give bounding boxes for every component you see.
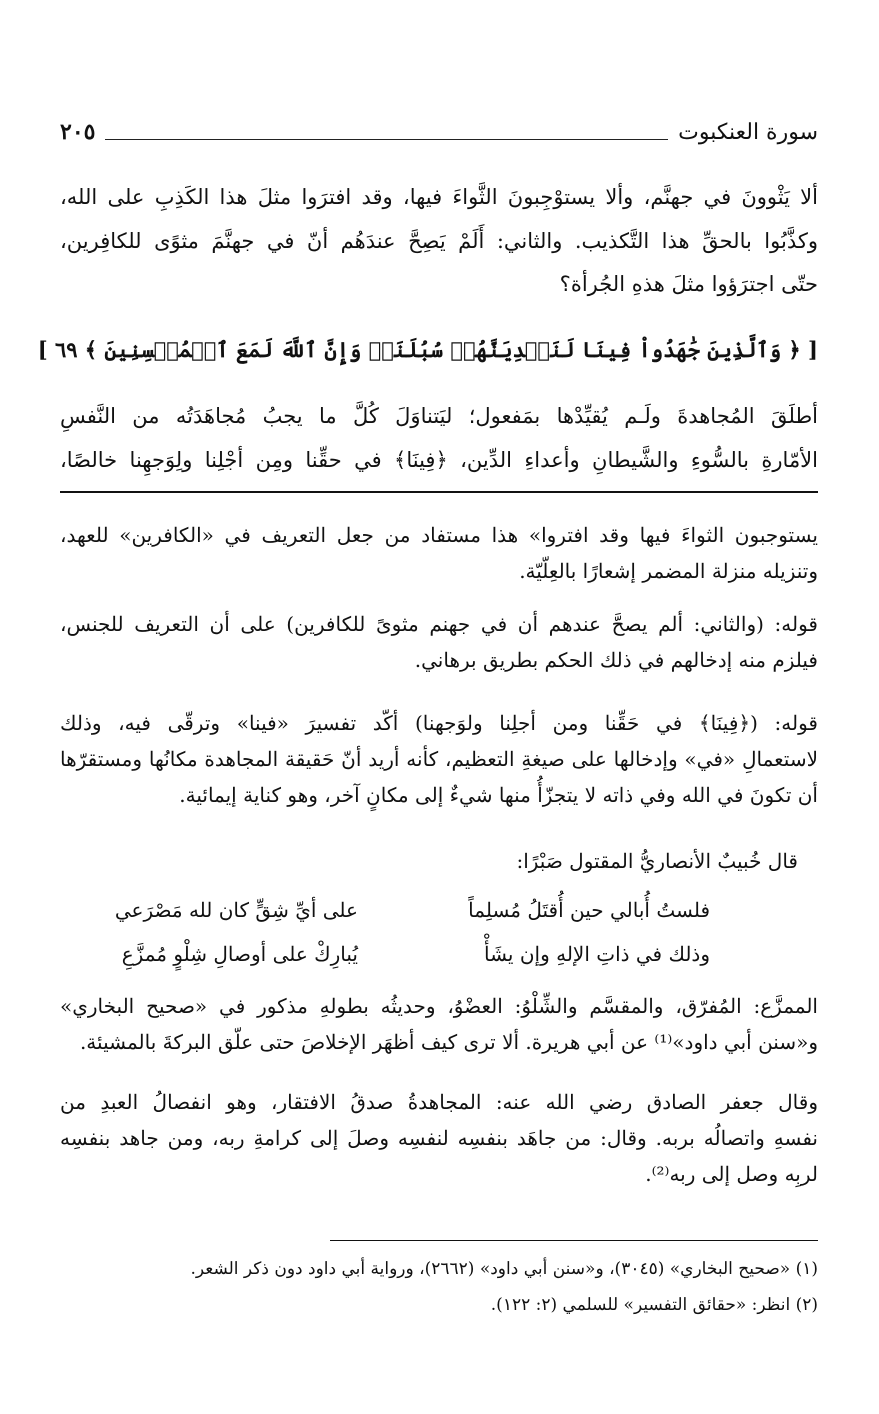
- footnote: (١) «صحيح البخاري» (٣٠٤٥)، و«سنن أبي داود» (٢٦٦٢)، ورواية أبي داود دون ذكر الشعر.: [190, 1259, 818, 1279]
- main-line: ألا يَثْوونَ في جهنَّم، وألا يستوْجِبونَ الثَّواءَ فيها، وقد افترَوا مثلَ هذا الكَذِبِ على الله،: [60, 185, 818, 209]
- commentary-line: الممزَّع: المُفرّق، والمقسَّم والشِّلْوُ: العضْوُ، وحديثُه بطولهِ مذكور في «صحيح البخاري»: [60, 994, 818, 1018]
- main-line: حتّى اجترَؤوا مثلَ هذهِ الجُرأة؟: [559, 272, 818, 296]
- verse-text: [ ﴿ وَٱلَّذِينَ جَٰهَدُواْ فِينَا لَنَهۡدِيَنَّهُمۡ سُبُلَنَاۚ وَإِنَّ ٱللَّهَ لَمَعَ ٱلۡمُحۡسِنِينَ ﴾ ٦٩ ]: [37, 337, 818, 362]
- commentary-paragraph: [60, 517, 818, 589]
- poem-verse: [60, 888, 818, 932]
- commentary-separator: [60, 491, 818, 493]
- commentary-paragraph: [60, 843, 818, 879]
- commentary-line: وقال جعفر الصادق رضي الله عنه: المجاهدةُ صدقُ الافتقار، وهو انفصالُ العبدِ من: [60, 1090, 818, 1114]
- footnote: (٢) انظر: «حقائق التفسير» للسلمي (٢: ١٢٢).: [490, 1295, 818, 1315]
- poem-first-hemistich: فلستُ أُبالي حين أُقتَلُ مُسلِماً: [468, 898, 710, 922]
- commentary-line: نفسهِ واتصالُه بربه. وقال: من جاهَد بنفسِه لنفسِه وصلَ إلى كرامةِ ربه، ومن جاهد بنفسِه: [60, 1126, 818, 1150]
- poem-first-hemistich: وذلك في ذاتِ الإلهِ وإن يشَأْ: [483, 942, 710, 966]
- quran-verse: [37, 328, 818, 372]
- main-text: [60, 176, 818, 307]
- poem-verse: [60, 932, 818, 976]
- commentary-paragraph: [60, 1084, 818, 1192]
- commentary-line: و«سنن أبي داود»⁽¹⁾ عن أبي هريرة. ألا ترى كيف أظهَر الإخلاصَ حتى علّق البركةَ بالمشيئة.: [79, 1030, 818, 1054]
- commentary-paragraph: [60, 705, 818, 813]
- commentary-line: وتنزيله منزلة المضمر إشعارًا بالعِلّيّة.: [519, 559, 818, 583]
- commentary-line: لاستعمالِ «في» وإدخالها على صيغةِ التعظيم، كأنه أريد أنّ حَقيقة المجاهدة مكانُها ومستقرّها: [60, 747, 818, 771]
- main-line: أطلَقَ المُجاهدةَ ولَـم يُقيِّدْها بمَفعول؛ ليَتناوَلَ كُلَّ ما يجبُ مُجاهَدَتُه من النَّفسِ: [60, 404, 818, 428]
- commentary-paragraph: [60, 988, 818, 1060]
- footnote-separator: [330, 1240, 818, 1241]
- commentary-line: لربِه وصل إلى ربه⁽²⁾.: [645, 1162, 818, 1186]
- commentary-line: قوله: (والثاني: ألم يصحَّ عندهم أن في جهنم مثوىً للكافرين) على أن التعريف للجنس،: [60, 612, 818, 636]
- commentary-line: قال خُبيبٌ الأنصاريُّ المقتول صَبْرًا:: [516, 849, 798, 873]
- poem-second-hemistich: على أيِّ شِقٍّ كان لله مَصْرَعي: [114, 898, 358, 922]
- surah-title: سورة العنكبوت: [678, 119, 818, 145]
- commentary-line: يستوجبون الثواءَ فيها وقد افتروا» هذا مستفاد من جعل التعريف في «الكافرين» للعهد،: [60, 523, 818, 547]
- main-line: وكذَّبُوا بالحقِّ هذا التَّكذيب. والثاني: أَلَمْ يَصِحَّ عندَهُم أنّ في جهنَّمَ مثوًى للكافِرين،: [60, 228, 818, 253]
- commentary-line: قوله: (﴿فِينَا﴾ في حَقِّنا ومن أجلِنا ولوَجهنا) أكّد تفسيرَ «فينا» وترقّى فيه، وذلك: [60, 711, 818, 735]
- main-line: الأمّارةِ بالسُّوءِ والشَّيطانِ وأعداءِ الدِّين، ﴿فِينَا﴾ في حقِّنا ومِن أجْلِنا ولِوَجهِنا خالصًا،: [60, 447, 818, 472]
- commentary-line: فيلزم منه إدخالهم في ذلك الحكم بطريق برهاني.: [414, 648, 818, 672]
- poem: [60, 888, 818, 976]
- commentary-paragraph: [60, 606, 818, 678]
- main-text-continued: [60, 395, 818, 482]
- running-header: [60, 112, 818, 152]
- header-rule: [105, 139, 668, 140]
- poem-second-hemistich: يُبارِكْ على أوصالِ شِلْوٍ مُمزَّعِ: [121, 942, 358, 966]
- commentary-line: أن تكونَ في الله وفي ذاته لا يتجزّأُ منها شيءٌ إلى مكانٍ آخر، وهو كناية إيمائية.: [179, 783, 818, 807]
- page-number: ٢٠٥: [60, 119, 96, 145]
